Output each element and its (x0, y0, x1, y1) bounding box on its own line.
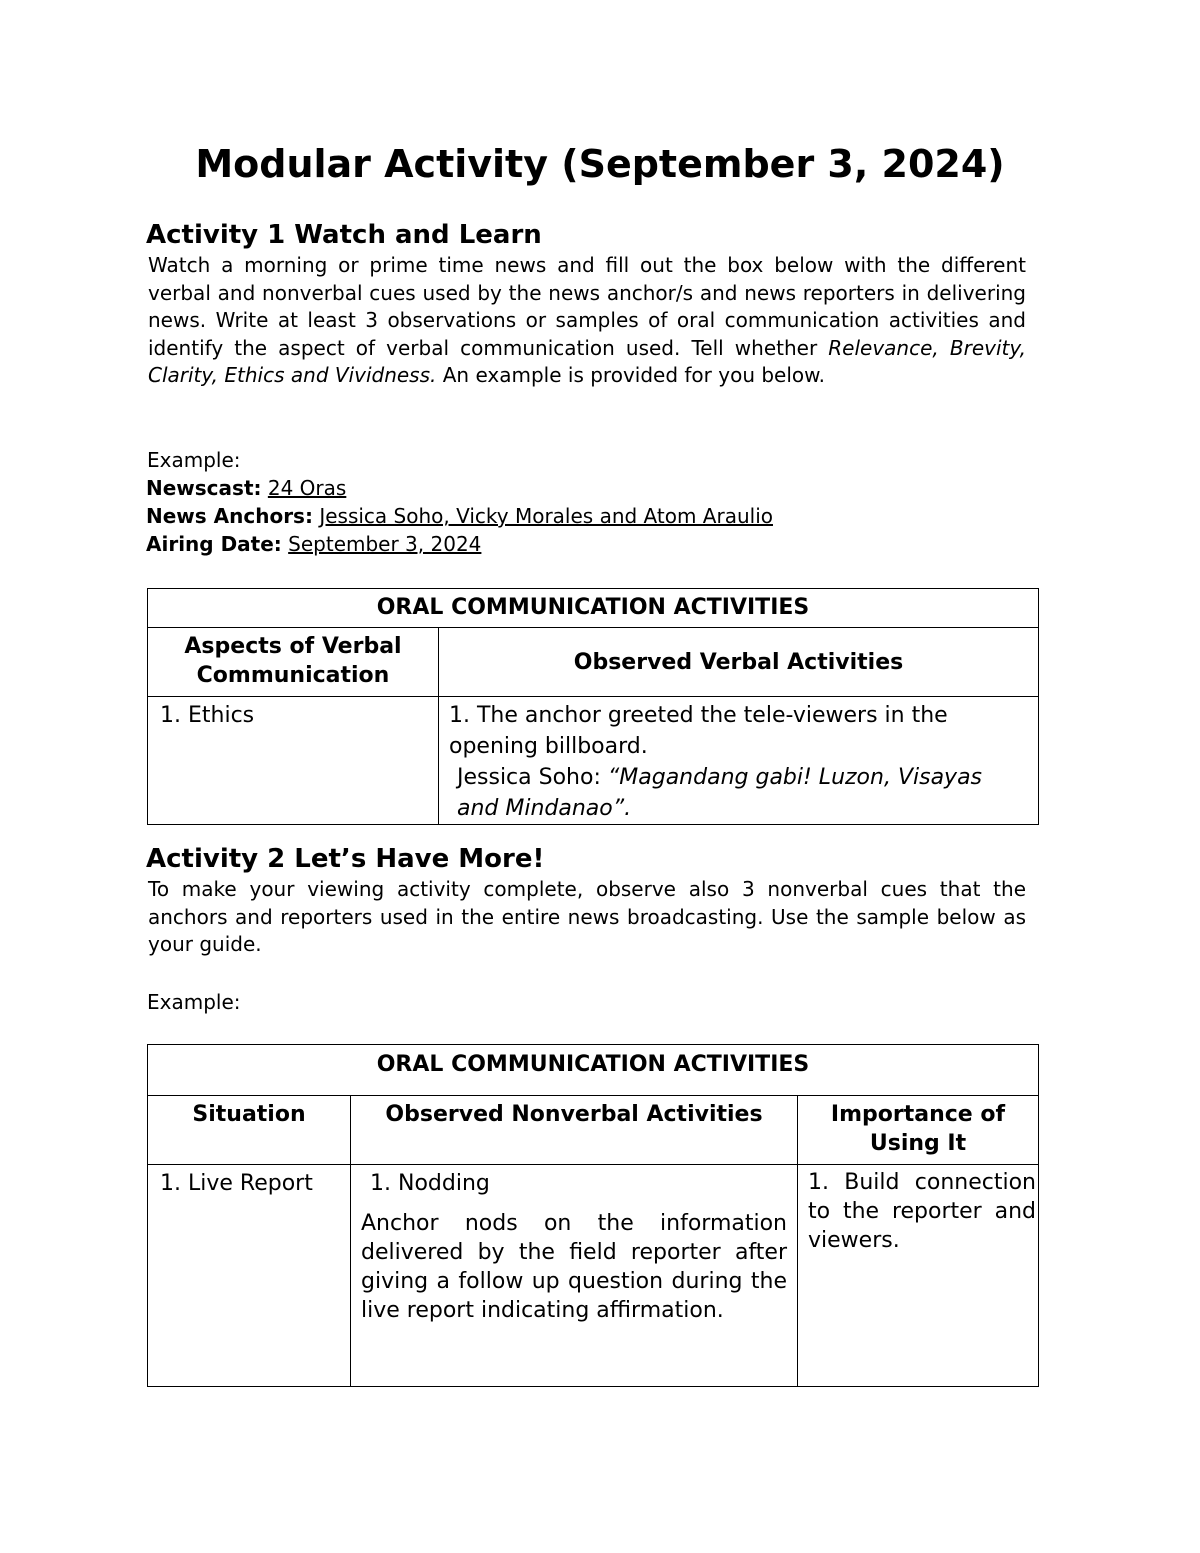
situation-cell: 1. Live Report (148, 1165, 351, 1387)
col-header-importance: Importance of Using It (798, 1096, 1039, 1165)
observed-nonverbal-cell (351, 1165, 798, 1387)
activity1-instructions-post: An example is provided for you below. (436, 363, 826, 387)
airing-value: September 3, 2024 (288, 532, 482, 556)
importance-cell: 1. Build connection to the reporter and viewers. (798, 1165, 1039, 1387)
table-header-row (148, 1096, 1039, 1165)
table-title-row (148, 589, 1039, 628)
col-header-situation: Situation (148, 1096, 351, 1165)
col-header-aspects: Aspects of Verbal Communication (148, 628, 439, 697)
page-title: Modular Activity (September 3, 2024) (195, 142, 1005, 186)
observed-verbal-cell (439, 697, 1039, 825)
nonverbal-cue-title: 1. Nodding (370, 1171, 490, 1196)
nonverbal-cue-description: Anchor nods on the information delivered by the field reporter after giving a follow up question during the live report indicating affirmation. (361, 1211, 787, 1323)
greeting-quote: “Magandang gabi! Luzon, Visayas and Mindanao”. (457, 765, 983, 821)
newscast-line (146, 474, 346, 502)
observed-verbal-text: 1. The anchor greeted the tele-viewers in the opening billboard. (449, 703, 948, 759)
table-row (148, 1165, 1039, 1387)
airing-label: Airing Date: (146, 532, 282, 556)
activity1-instructions (148, 252, 1026, 390)
activity1-instructions-italic: Relevance, Brevity, Clarity, Ethics and Vividness. (148, 335, 1026, 387)
aspect-cell: 1. Ethics (148, 697, 439, 825)
nonverbal-activities-table (147, 1044, 1039, 1387)
newscast-value: 24 Oras (267, 476, 347, 500)
anchors-label: News Anchors: (146, 504, 313, 528)
activity1-heading: Activity 1 Watch and Learn (146, 220, 542, 250)
col-header-observed-nonverbal: Observed Nonverbal Activities (351, 1096, 798, 1165)
speaker-name: Jessica Soho: (457, 765, 608, 790)
newscast-label: Newscast: (146, 476, 262, 500)
activity1-example-label: Example: (147, 448, 241, 472)
activity2-example-label: Example: (147, 990, 241, 1014)
verbal-activities-table (147, 588, 1039, 825)
activity2-heading: Activity 2 Let’s Have More! (146, 844, 545, 874)
table-title: ORAL COMMUNICATION ACTIVITIES (148, 1045, 1039, 1096)
anchors-value: Jessica Soho, Vicky Morales and Atom Araulio (319, 504, 773, 528)
observed-verbal-quote-line (449, 762, 1026, 824)
activity1-instructions-pre: Watch a morning or prime time news and fill out the box below with the different verbal and nonverbal cues used by the news anchor/s and news reporters in delivering news. Write at least 3 observations or samples of oral communication activities and identify the aspect of verbal communication used. Tell whether (148, 253, 1026, 360)
col-header-observed-verbal: Observed Verbal Activities (439, 628, 1039, 697)
activity2-instructions: To make your viewing activity complete, observe also 3 nonverbal cues that the anchors and reporters used in the entire news broadcasting. Use the sample below as your guide. (148, 877, 1026, 956)
table-row (148, 697, 1039, 825)
anchors-line (146, 502, 773, 530)
table-title: ORAL COMMUNICATION ACTIVITIES (148, 589, 1039, 628)
table-title-row (148, 1045, 1039, 1096)
airing-line (146, 530, 481, 558)
table-header-row (148, 628, 1039, 697)
